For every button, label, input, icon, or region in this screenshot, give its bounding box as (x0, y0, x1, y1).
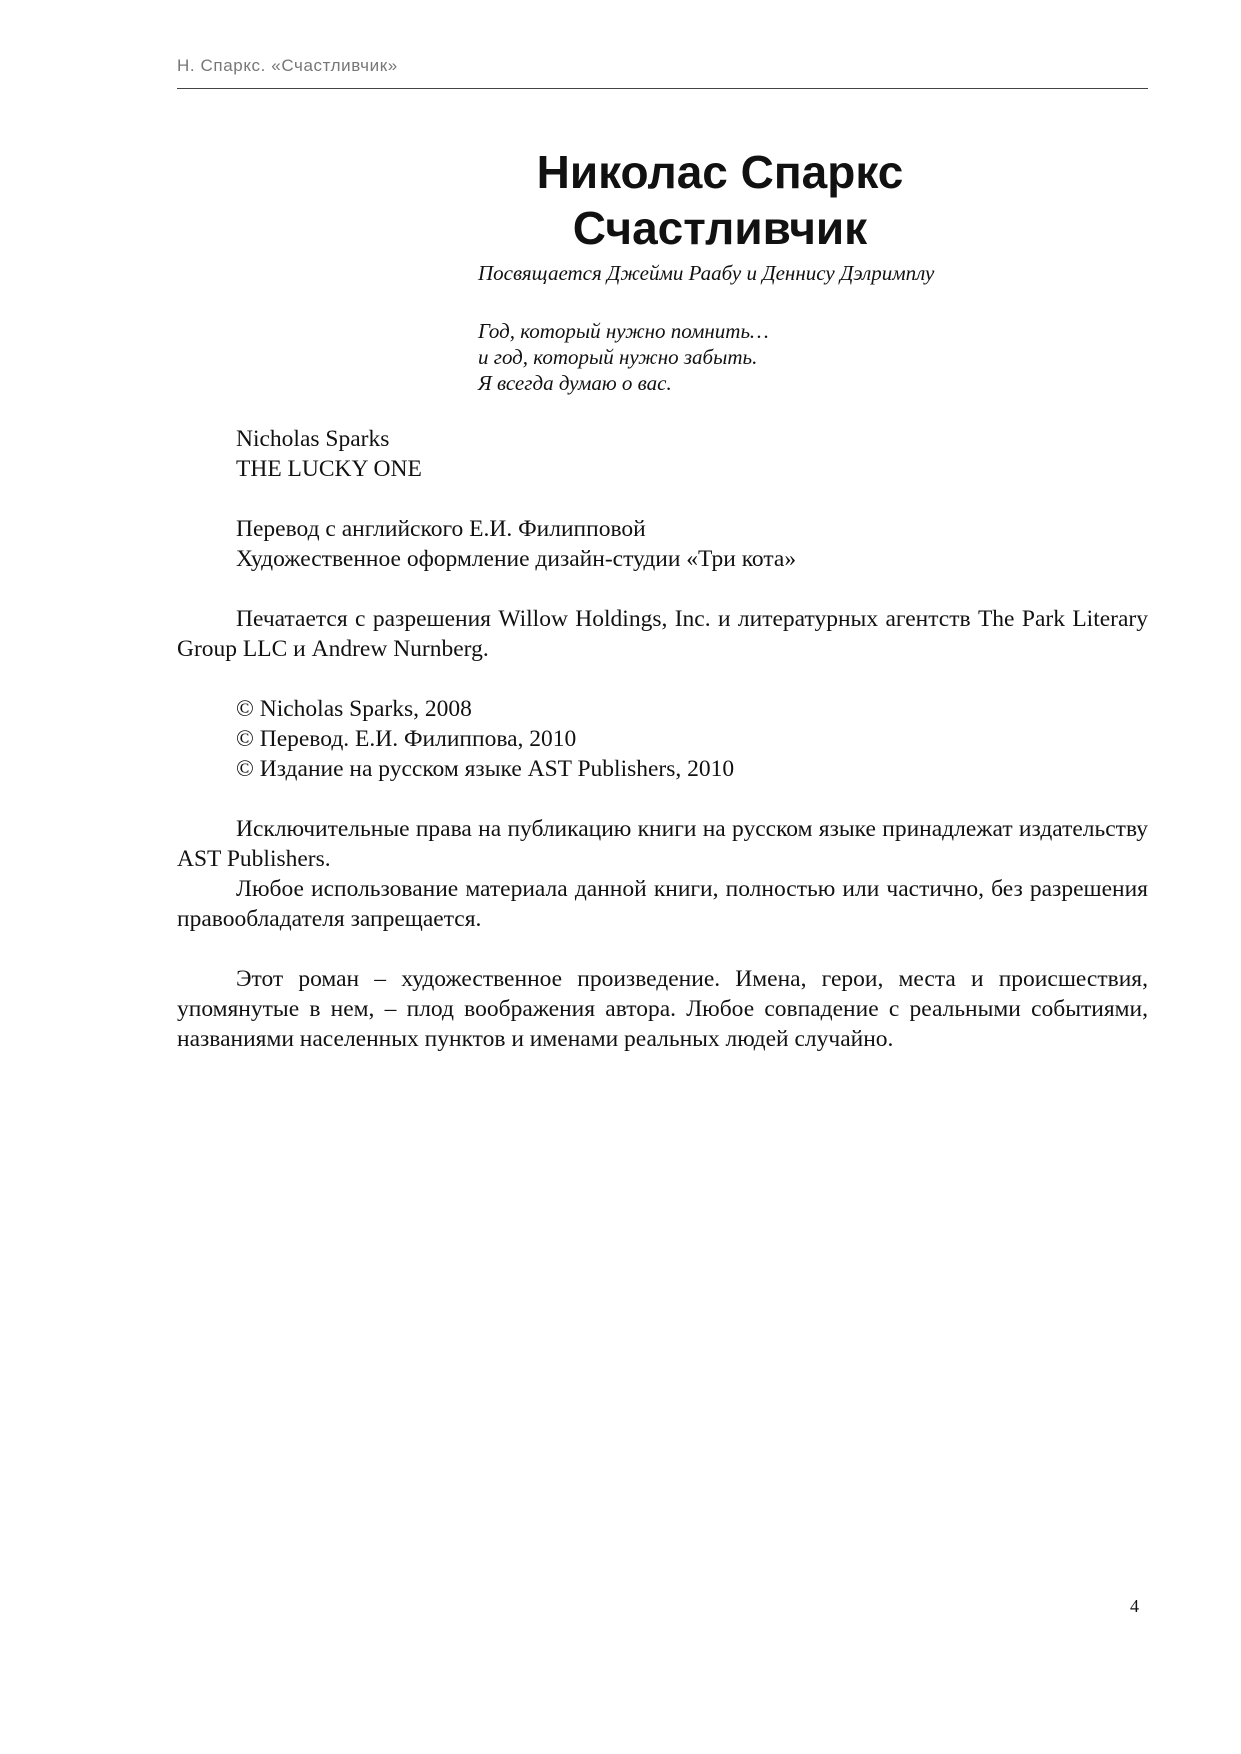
credits (177, 514, 1148, 574)
copyright-line: © Перевод. Е.И. Филиппова, 2010 (236, 726, 577, 752)
disclaimer-text: Этот роман – художественное произведение. Имена, герои, места и происшествия, упомянутые в нем, – плод воображения автора. Любое совпадение с реальными событиями, названиями населенных пунктов и именами реальных людей случайно. (177, 966, 1148, 1052)
usage-restriction-text: Любое использование материала данной книги, полностью или частично, без разрешения правообладателя запрещается. (177, 876, 1148, 932)
original-title: THE LUCKY ONE (236, 456, 422, 482)
dedication: Посвящается Джейми Раабу и Деннису Дэлримплу (478, 261, 935, 285)
epigraph-line: и год, который нужно забыть. (478, 345, 758, 369)
page-number: 4 (1130, 1596, 1139, 1616)
book-title: Счастливчик (572, 202, 868, 254)
running-header: Н. Спаркс. «Счастливчик» (177, 56, 398, 75)
title-block (440, 144, 1000, 256)
header-rule (177, 88, 1148, 89)
epigraph-line: Я всегда думаю о вас. (478, 371, 672, 395)
epigraph (478, 318, 769, 396)
permission-text: Печатается с разрешения Willow Holdings, Inc. и литературных агентств The Park Literary Group LLC и Andrew Nurnberg. (177, 606, 1148, 662)
copyright-line: © Издание на русском языке AST Publishers, 2010 (236, 756, 735, 782)
permission-block (177, 604, 1148, 664)
epigraph-line: Год, который нужно помнить… (478, 319, 769, 343)
original-edition (177, 424, 1148, 484)
translation-credit: Перевод с английского Е.И. Филипповой (236, 516, 646, 542)
design-credit: Художественное оформление дизайн-студии «Три кота» (236, 546, 797, 572)
disclaimer-block (177, 964, 1148, 1054)
original-author: Nicholas Sparks (236, 426, 390, 452)
copyright-line: © Nicholas Sparks, 2008 (236, 696, 472, 722)
copyright-block (177, 694, 1148, 784)
rights-block (177, 814, 1148, 934)
author-name: Николас Спаркс (536, 146, 904, 198)
exclusive-rights-text: Исключительные права на публикацию книги на русском языке принадлежат издательству AST Publishers. (177, 816, 1148, 872)
